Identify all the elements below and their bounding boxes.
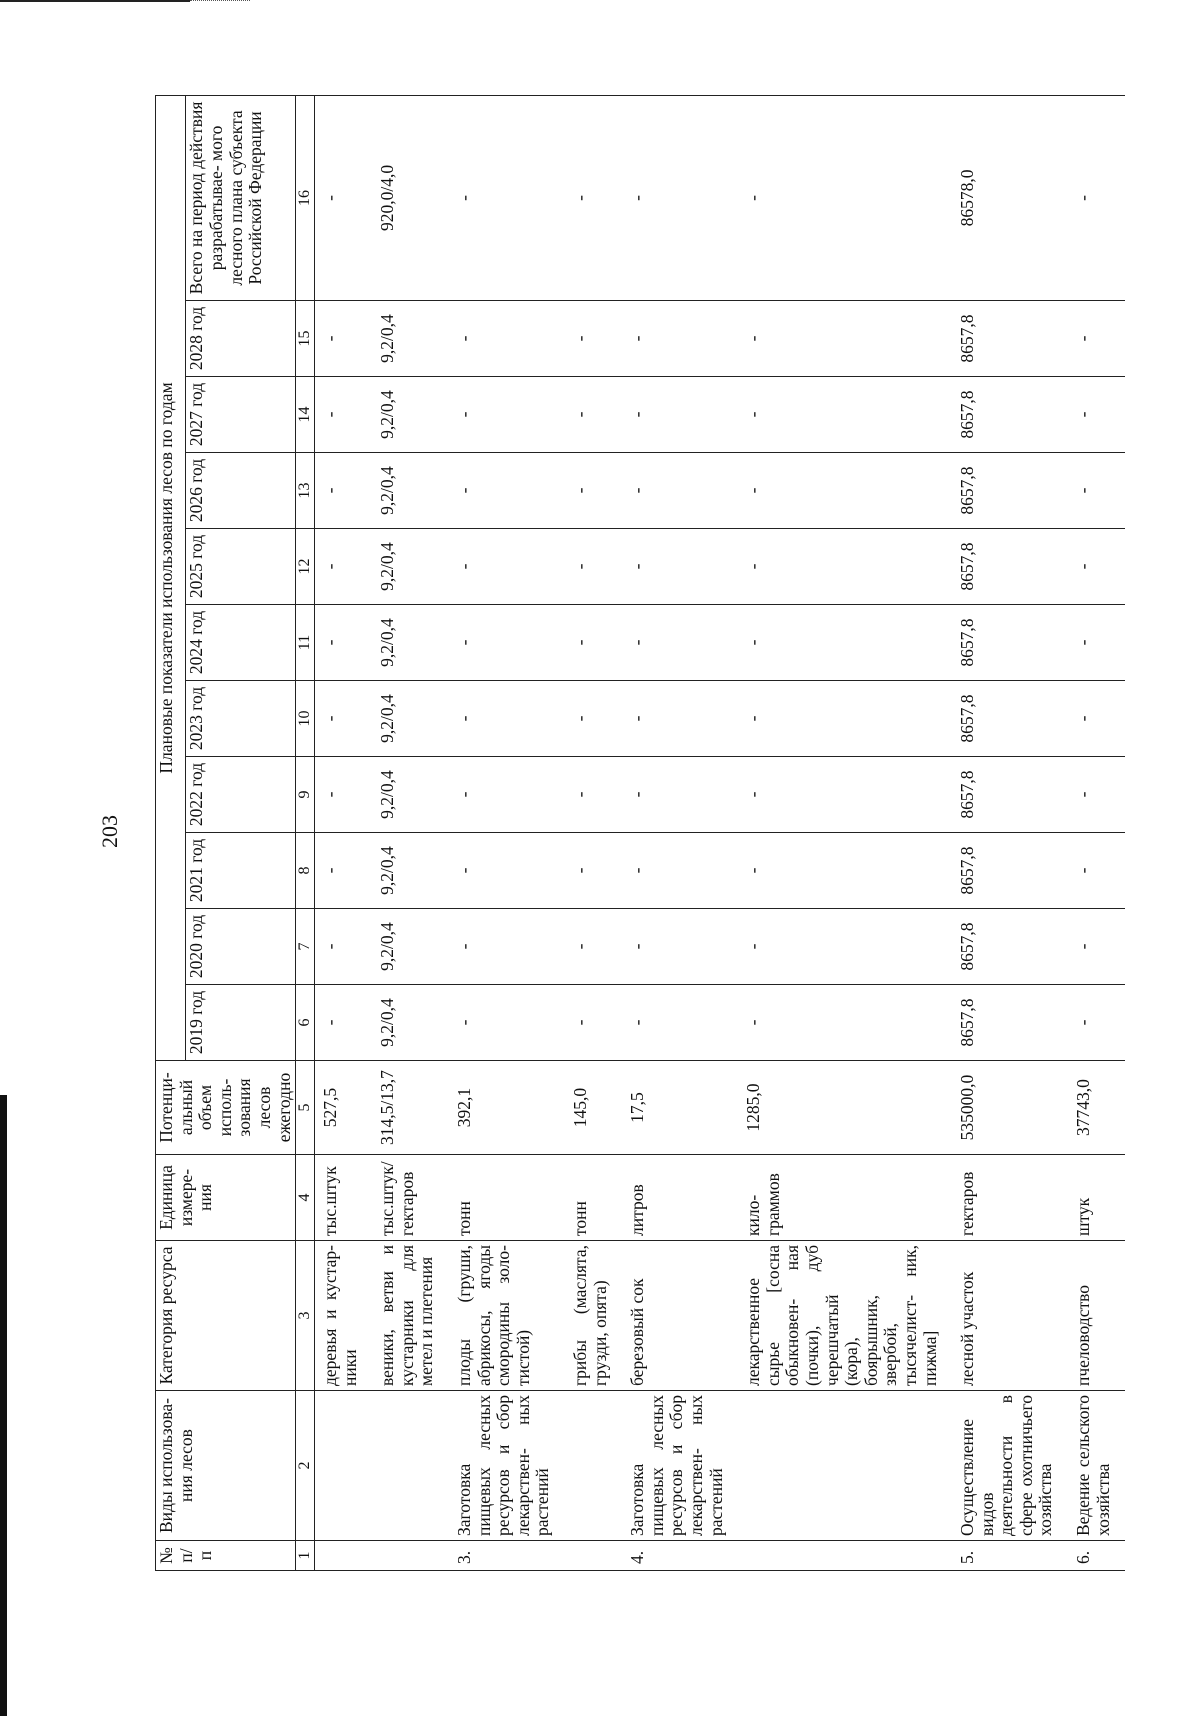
row-year-value: 8657,8 (952, 605, 1068, 681)
row-year-value: - (1068, 529, 1125, 605)
header-year: 2027 год (186, 377, 296, 453)
row-year-value: - (1068, 301, 1125, 377)
column-number: 12 (296, 529, 315, 605)
row-total: - (449, 95, 565, 300)
row-potential: 535000,0 (952, 1061, 1068, 1155)
row-year-value: 9,2/0,4 (372, 909, 449, 985)
row-year-value: - (738, 681, 952, 757)
header-category: Категория ресурса (156, 1241, 296, 1391)
column-number: 2 (296, 1391, 315, 1541)
row-year-value: - (315, 301, 373, 377)
scan-edge-shadow (0, 1095, 7, 1716)
column-number: 9 (296, 757, 315, 833)
row-year-value: - (565, 985, 622, 1061)
row-year-value: - (1068, 833, 1125, 909)
row-num: 4. (622, 1541, 738, 1571)
row-year-value: 9,2/0,4 (372, 301, 449, 377)
table-row (449, 95, 565, 1570)
row-year-value: - (622, 833, 738, 909)
header-year: 2024 год (186, 605, 296, 681)
row-unit: тыс.штук/ гектаров (372, 1155, 449, 1241)
table-row (565, 95, 622, 1570)
row-year-value: - (565, 453, 622, 529)
table-row (315, 95, 373, 1570)
table-row (622, 95, 738, 1570)
header-year: 2022 год (186, 757, 296, 833)
row-year-value: - (738, 985, 952, 1061)
row-year-value: - (738, 453, 952, 529)
column-number: 4 (296, 1155, 315, 1241)
row-year-value: - (315, 529, 373, 605)
row-potential: 1285,0 (738, 1061, 952, 1155)
row-year-value: - (315, 377, 373, 453)
column-number: 13 (296, 453, 315, 529)
row-year-value: - (315, 985, 373, 1061)
row-year-value: - (622, 529, 738, 605)
column-number: 6 (296, 985, 315, 1061)
table-header (156, 95, 315, 1570)
row-year-value: 9,2/0,4 (372, 453, 449, 529)
row-year-value: - (1068, 605, 1125, 681)
row-use-type: Осуществление видов деятельности в сфере охотничьего хозяйства (952, 1391, 1068, 1541)
header-year: 2028 год (186, 301, 296, 377)
row-year-value: - (738, 377, 952, 453)
row-use-type: Заготовка пищевых лесных ресурсов и сбор лекарствен- ных растений (449, 1391, 565, 1541)
row-year-value: - (738, 529, 952, 605)
row-year-value: 8657,8 (952, 453, 1068, 529)
row-year-value: 8657,8 (952, 757, 1068, 833)
row-total: - (622, 95, 738, 300)
row-year-value: - (449, 681, 565, 757)
row-potential: 392,1 (449, 1061, 565, 1155)
row-year-value: - (622, 453, 738, 529)
row-year-value: 9,2/0,4 (372, 529, 449, 605)
row-unit: штук (1068, 1155, 1125, 1241)
row-year-value: - (1068, 909, 1125, 985)
row-year-value: - (738, 833, 952, 909)
row-use-type (372, 1391, 449, 1541)
rotated-table-container (155, 96, 1200, 1571)
row-category: березовый сок (622, 1241, 738, 1391)
header-potential: Потенци- альный объем исполь- зования лесов ежегодно (156, 1061, 296, 1155)
row-year-value: - (449, 301, 565, 377)
row-year-value: - (449, 377, 565, 453)
row-unit: гектаров (952, 1155, 1068, 1241)
table-row (952, 95, 1068, 1570)
row-year-value: - (315, 453, 373, 529)
column-number: 11 (296, 605, 315, 681)
row-unit: тонн (565, 1155, 622, 1241)
row-num (738, 1541, 952, 1571)
column-number: 5 (296, 1061, 315, 1155)
row-year-value: - (565, 833, 622, 909)
header-year: 2023 год (186, 681, 296, 757)
row-year-value: - (622, 757, 738, 833)
row-year-value: 8657,8 (952, 377, 1068, 453)
row-total: 920,0/4,0 (372, 95, 449, 300)
row-year-value: - (315, 605, 373, 681)
column-number: 14 (296, 377, 315, 453)
header-year: 2025 год (186, 529, 296, 605)
column-number: 8 (296, 833, 315, 909)
table-row (1068, 95, 1125, 1570)
row-year-value: - (622, 605, 738, 681)
table-row (372, 95, 449, 1570)
row-year-value: - (1068, 681, 1125, 757)
row-potential: 145,0 (565, 1061, 622, 1155)
row-year-value: - (565, 681, 622, 757)
row-total: - (1068, 95, 1125, 300)
row-potential: 527,5 (315, 1061, 373, 1155)
row-year-value: - (565, 605, 622, 681)
row-category: веники, ветви и кустарники для метел и плетения (372, 1241, 449, 1391)
row-year-value: - (449, 833, 565, 909)
row-year-value: - (449, 757, 565, 833)
row-num (565, 1541, 622, 1571)
column-number: 15 (296, 301, 315, 377)
row-year-value: - (1068, 377, 1125, 453)
table-body (315, 95, 1126, 1570)
table-row (738, 95, 952, 1570)
row-year-value: 8657,8 (952, 301, 1068, 377)
row-year-value: - (315, 681, 373, 757)
column-number: 1 (296, 1541, 315, 1571)
row-num: 3. (449, 1541, 565, 1571)
row-year-value: 8657,8 (952, 833, 1068, 909)
row-year-value: 8657,8 (952, 529, 1068, 605)
row-year-value: - (622, 909, 738, 985)
header-num: № п/п (156, 1541, 296, 1571)
row-potential: 17,5 (622, 1061, 738, 1155)
row-year-value: - (738, 301, 952, 377)
header-year: 2026 год (186, 453, 296, 529)
row-use-type (738, 1391, 952, 1541)
row-year-value: - (449, 909, 565, 985)
row-year-value: - (1068, 757, 1125, 833)
row-year-value: 9,2/0,4 (372, 605, 449, 681)
row-year-value: - (565, 377, 622, 453)
row-year-value: - (315, 757, 373, 833)
column-number: 3 (296, 1241, 315, 1391)
page-number: 203 (97, 815, 122, 848)
row-year-value: 8657,8 (952, 681, 1068, 757)
row-category: лесной участок (952, 1241, 1068, 1391)
row-year-value: 9,2/0,4 (372, 833, 449, 909)
row-num (372, 1541, 449, 1571)
column-number: 16 (296, 95, 315, 300)
row-unit: тыс.штук (315, 1155, 373, 1241)
scan-edge-dots (190, 0, 250, 2)
row-category: деревья и кустар- ники (315, 1241, 373, 1391)
row-num: 5. (952, 1541, 1068, 1571)
column-number: 7 (296, 909, 315, 985)
row-num: 6. (1068, 1541, 1125, 1571)
row-year-value: - (622, 301, 738, 377)
row-year-value: - (1068, 985, 1125, 1061)
row-year-value: 8657,8 (952, 985, 1068, 1061)
row-year-value: 9,2/0,4 (372, 681, 449, 757)
header-use-type: Виды использова- ния лесов (156, 1391, 296, 1541)
row-year-value: - (449, 529, 565, 605)
row-year-value: - (622, 681, 738, 757)
row-year-value: - (622, 985, 738, 1061)
row-year-value: - (622, 377, 738, 453)
header-plan-group: Плановые показатели использования лесов по годам (156, 95, 186, 1060)
row-year-value: - (315, 909, 373, 985)
row-year-value: 9,2/0,4 (372, 985, 449, 1061)
row-unit: тонн (449, 1155, 565, 1241)
row-total: - (565, 95, 622, 300)
row-category: лекарственное сырье [сосна обыкновен- ная (почки), дуб черешчатый (кора), боярышник, звербой, тысячелист- ник, пижма] (738, 1241, 952, 1391)
header-year: 2020 год (186, 909, 296, 985)
row-year-value: - (1068, 453, 1125, 529)
row-year-value: - (738, 757, 952, 833)
row-use-type: Заготовка пищевых лесных ресурсов и сбор лекарствен- ных растений (622, 1391, 738, 1541)
row-category: плоды (груши, абрикосы, ягоды смородины золо- тистой) (449, 1241, 565, 1391)
row-use-type (315, 1391, 373, 1541)
row-year-value: - (565, 301, 622, 377)
row-total: - (315, 95, 373, 300)
scan-edge-line (0, 0, 190, 2)
row-potential: 37743,0 (1068, 1061, 1125, 1155)
header-total: Всего на период действия разрабатывае- мого лесного плана субъекта Российской Федерации (186, 95, 296, 300)
row-num (315, 1541, 373, 1571)
column-number: 10 (296, 681, 315, 757)
row-year-value: - (565, 757, 622, 833)
row-total: 86578,0 (952, 95, 1068, 300)
header-year: 2019 год (186, 985, 296, 1061)
row-year-value: - (565, 529, 622, 605)
row-total: - (738, 95, 952, 300)
row-year-value: 9,2/0,4 (372, 377, 449, 453)
row-year-value: 9,2/0,4 (372, 757, 449, 833)
row-category: пчеловодство (1068, 1241, 1125, 1391)
row-use-type: Ведение сельского хозяйства (1068, 1391, 1125, 1541)
row-year-value: - (449, 985, 565, 1061)
header-year: 2021 год (186, 833, 296, 909)
row-year-value: - (738, 605, 952, 681)
column-number-row (296, 95, 315, 1570)
forest-use-plan-table (155, 95, 1125, 1571)
row-category: грибы (маслята, грузди, опята) (565, 1241, 622, 1391)
row-year-value: - (449, 453, 565, 529)
row-year-value: - (565, 909, 622, 985)
header-unit: Единица измере- ния (156, 1155, 296, 1241)
row-unit: кило- граммов (738, 1155, 952, 1241)
row-year-value: - (449, 605, 565, 681)
row-year-value: 8657,8 (952, 909, 1068, 985)
row-year-value: - (315, 833, 373, 909)
row-year-value: - (738, 909, 952, 985)
row-use-type (565, 1391, 622, 1541)
row-unit: литров (622, 1155, 738, 1241)
row-potential: 314,5/13,7 (372, 1061, 449, 1155)
